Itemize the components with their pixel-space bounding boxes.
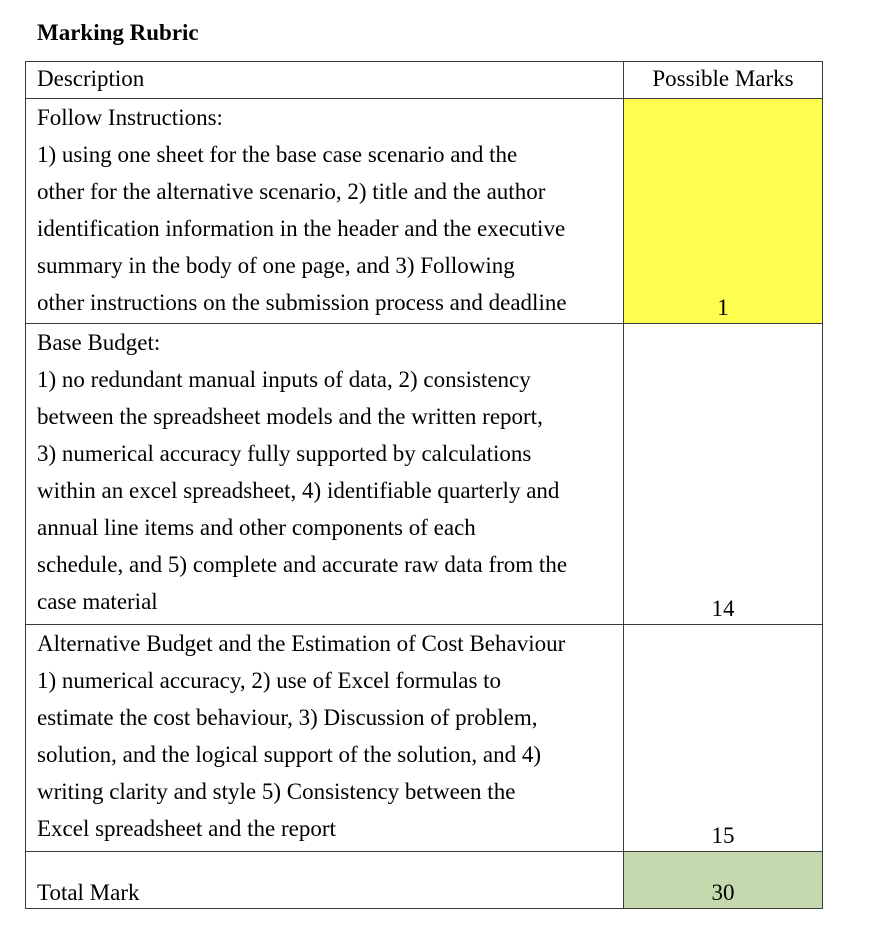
criterion-line: within an excel spreadsheet, 4) identifiable quarterly and (37, 478, 560, 503)
table-row (26, 99, 823, 324)
criterion-line: other instructions on the submission process and deadline (37, 290, 567, 315)
criterion-line: 3) numerical accuracy fully supported by calculations (37, 441, 532, 466)
total-label-cell (26, 852, 624, 909)
marking-rubric-table (25, 61, 823, 909)
criterion-line: Excel spreadsheet and the report (37, 816, 336, 841)
criterion-line: summary in the body of one page, and 3) Following (37, 253, 515, 278)
total-value: 30 (711, 880, 735, 905)
description-cell (26, 99, 624, 324)
marks-value: 15 (711, 823, 735, 848)
description-cell (26, 324, 624, 625)
page-title: Marking Rubric (37, 20, 199, 45)
criterion-line: other for the alternative scenario, 2) title and the author (37, 179, 546, 204)
criterion-line: annual line items and other components of each (37, 515, 476, 540)
marks-cell (624, 324, 823, 625)
table-row (26, 625, 823, 852)
criterion-line: 1) using one sheet for the base case scenario and the (37, 142, 518, 167)
description-header-cell (26, 62, 624, 99)
criterion-line: schedule, and 5) complete and accurate raw data from the (37, 552, 568, 577)
criterion-line: 1) no redundant manual inputs of data, 2) consistency (37, 367, 531, 392)
criterion-line: between the spreadsheet models and the written report, (37, 404, 543, 429)
marks-value: 14 (711, 596, 735, 621)
description-header: Description (37, 66, 145, 91)
criterion-line: writing clarity and style 5) Consistency between the (37, 779, 516, 804)
table-header-row (26, 62, 823, 99)
description-cell (26, 625, 624, 852)
total-value-cell (624, 852, 823, 909)
criterion-heading: Alternative Budget and the Estimation of Cost Behaviour (37, 631, 566, 656)
criterion-heading: Base Budget: (37, 330, 161, 355)
criterion-line: solution, and the logical support of the solution, and 4) (37, 742, 542, 767)
criterion-heading: Follow Instructions: (37, 105, 223, 130)
table-row (26, 324, 823, 625)
criterion-line: 1) numerical accuracy, 2) use of Excel formulas to (37, 668, 502, 693)
total-label: Total Mark (37, 880, 140, 905)
total-row (26, 852, 823, 909)
criterion-line: estimate the cost behaviour, 3) Discussion of problem, (37, 705, 538, 730)
marks-cell (624, 625, 823, 852)
marks-header: Possible Marks (652, 66, 794, 91)
marks-value: 1 (717, 295, 729, 320)
criterion-line: identification information in the header and the executive (37, 216, 566, 241)
marks-header-cell (624, 62, 823, 99)
marks-cell (624, 99, 823, 324)
criterion-line: case material (37, 589, 158, 614)
